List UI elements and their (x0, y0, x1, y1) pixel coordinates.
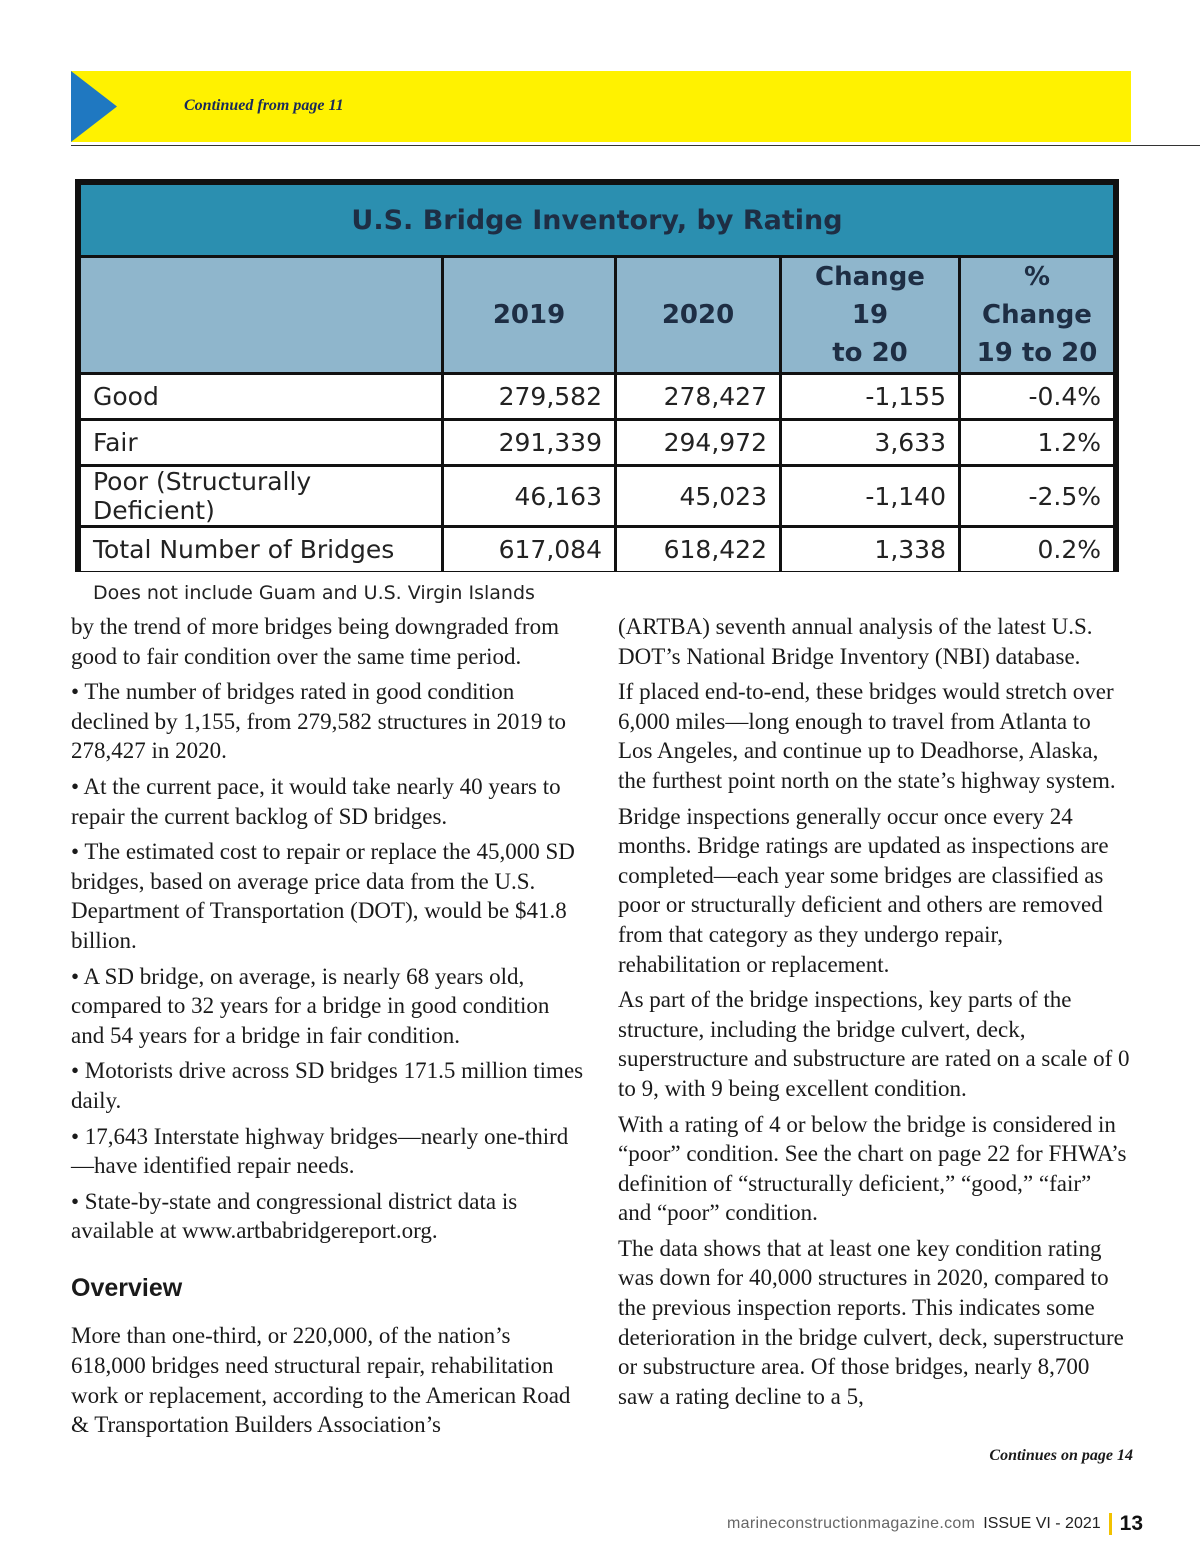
footer-issue: ISSUE VI - 2021 (983, 1515, 1101, 1532)
cell-2019: 46,163 (444, 467, 614, 525)
cell-pct: -0.4% (961, 375, 1113, 418)
cell-2020: 294,972 (617, 421, 779, 464)
bullet-item: • The estimated cost to repair or replace the 45,000 SD bridges, based on average price data from the U.S. Department of Transportation (DOT), would be $41.8 billion. (71, 839, 575, 953)
body-paragraph: More than one-third, or 220,000, of the nation’s 618,000 bridges need structural repair, rehabilitation work or replacement, according to the American Road & Transportation Builders Association’s (71, 1323, 571, 1438)
cell-2019: 279,582 (444, 375, 614, 418)
cell-change: -1,140 (782, 467, 958, 525)
header-blank (81, 258, 441, 372)
bullet-item: • At the current pace, it would take nearly 40 years to repair the current backlog of SD bridges. (71, 773, 561, 829)
cell-change: 1,338 (782, 528, 958, 571)
page-number: 13 (1119, 1512, 1143, 1535)
row-label: Good (81, 375, 441, 418)
body-paragraph: Bridge inspections generally occur once every 24 months. Bridge ratings are updated as inspections are completed—each year some bridges are classified as poor or structurally deficient and others are removed from that category as they undergo repair, rehabilitation or replacement. (618, 803, 1109, 977)
body-paragraph: by the trend of more bridges being downgraded from good to fair condition over the same time period. (71, 614, 559, 669)
cell-pct: 0.2% (961, 528, 1113, 571)
header-pct-line2: 19 to 20 (976, 338, 1098, 368)
table-row (81, 467, 1113, 525)
header-change-line2: to 20 (832, 338, 908, 368)
body-paragraph: With a rating of 4 or below the bridge is considered in “poor” condition. See the chart on page 22 for FHWA’s definition of “structurally deficient,” “good,” “fair” and “poor” condition. (618, 1111, 1127, 1226)
body-paragraph: (ARTBA) seventh annual analysis of the latest U.S. DOT’s National Bridge Inventory (NBI) database. (618, 614, 1093, 669)
cell-2019: 617,084 (444, 528, 614, 571)
row-label: Total Number of Bridges (81, 528, 441, 571)
row-label: Fair (81, 421, 441, 464)
continued-from-text: Continued from page 11 (184, 97, 344, 114)
footer-divider (1109, 1513, 1112, 1535)
table-row (81, 528, 1113, 571)
header-pct-line1: % Change (982, 262, 1092, 330)
overview-heading: Overview (71, 1273, 183, 1302)
table-row (81, 421, 1113, 464)
footer-site: marineconstructionmagazine.com (727, 1515, 976, 1532)
header-change-line1: Change 19 (815, 262, 925, 330)
table-title: U.S. Bridge Inventory, by Rating (81, 185, 1113, 255)
cell-2019: 291,339 (444, 421, 614, 464)
table-footnote: Does not include Guam and U.S. Virgin Islands (81, 574, 1113, 612)
table-row (81, 375, 1113, 418)
cell-2020: 45,023 (617, 467, 779, 525)
bullet-item: • A SD bridge, on average, is nearly 68 years old, compared to 32 years for a bridge in good condition and 54 years for a bridge in fair condition. (71, 963, 550, 1048)
bullet-item: • Motorists drive across SD bridges 171.5 million times daily. (71, 1058, 584, 1113)
cell-pct: 1.2% (961, 421, 1113, 464)
body-paragraph: The data shows that at least one key condition rating was down for 40,000 structures in 2020, compared to the previous inspection reports. This indicates some deterioration in the bridge culvert, deck, superstructure or substructure area. Of those bridges, nearly 8,700 saw a rating decline to a 5, (618, 1235, 1124, 1409)
arrow-icon (71, 71, 117, 142)
header-change (782, 258, 958, 372)
body-paragraph: If placed end-to-end, these bridges would stretch over 6,000 miles—long enough to travel from Atlanta to Los Angeles, and continue up to Deadhorse, Alaska, the furthest point north on the state’s highway system. (618, 679, 1116, 793)
page-footer (727, 1512, 1143, 1536)
header-2020: 2020 (617, 258, 779, 372)
cell-change: -1,155 (782, 375, 958, 418)
cell-2020: 618,422 (617, 528, 779, 571)
banner-divider (71, 145, 1200, 146)
left-column (71, 612, 587, 1446)
body-paragraph: As part of the bridge inspections, key parts of the structure, including the bridge culvert, deck, superstructure and substructure are rated on a scale of 0 to 9, with 9 being excellent condition. (618, 987, 1130, 1101)
cell-change: 3,633 (782, 421, 958, 464)
continues-on-text: Continues on page 14 (989, 1447, 1133, 1464)
cell-pct: -2.5% (961, 467, 1113, 525)
row-label: Poor (Structurally Deficient) (81, 467, 441, 525)
bullet-item: • The number of bridges rated in good condition declined by 1,155, from 279,582 structures in 2019 to 278,427 in 2020. (71, 679, 567, 764)
right-column (618, 612, 1130, 1417)
bullet-item: • State-by-state and congressional district data is available at www.artbabridgereport.org. (71, 1188, 518, 1244)
header-pct-change (961, 258, 1113, 372)
header-2019: 2019 (444, 258, 614, 372)
bullet-item: • 17,643 Interstate highway bridges—nearly one-third—have identified repair needs. (71, 1123, 569, 1179)
bridge-inventory-table (75, 179, 1119, 604)
cell-2020: 278,427 (617, 375, 779, 418)
